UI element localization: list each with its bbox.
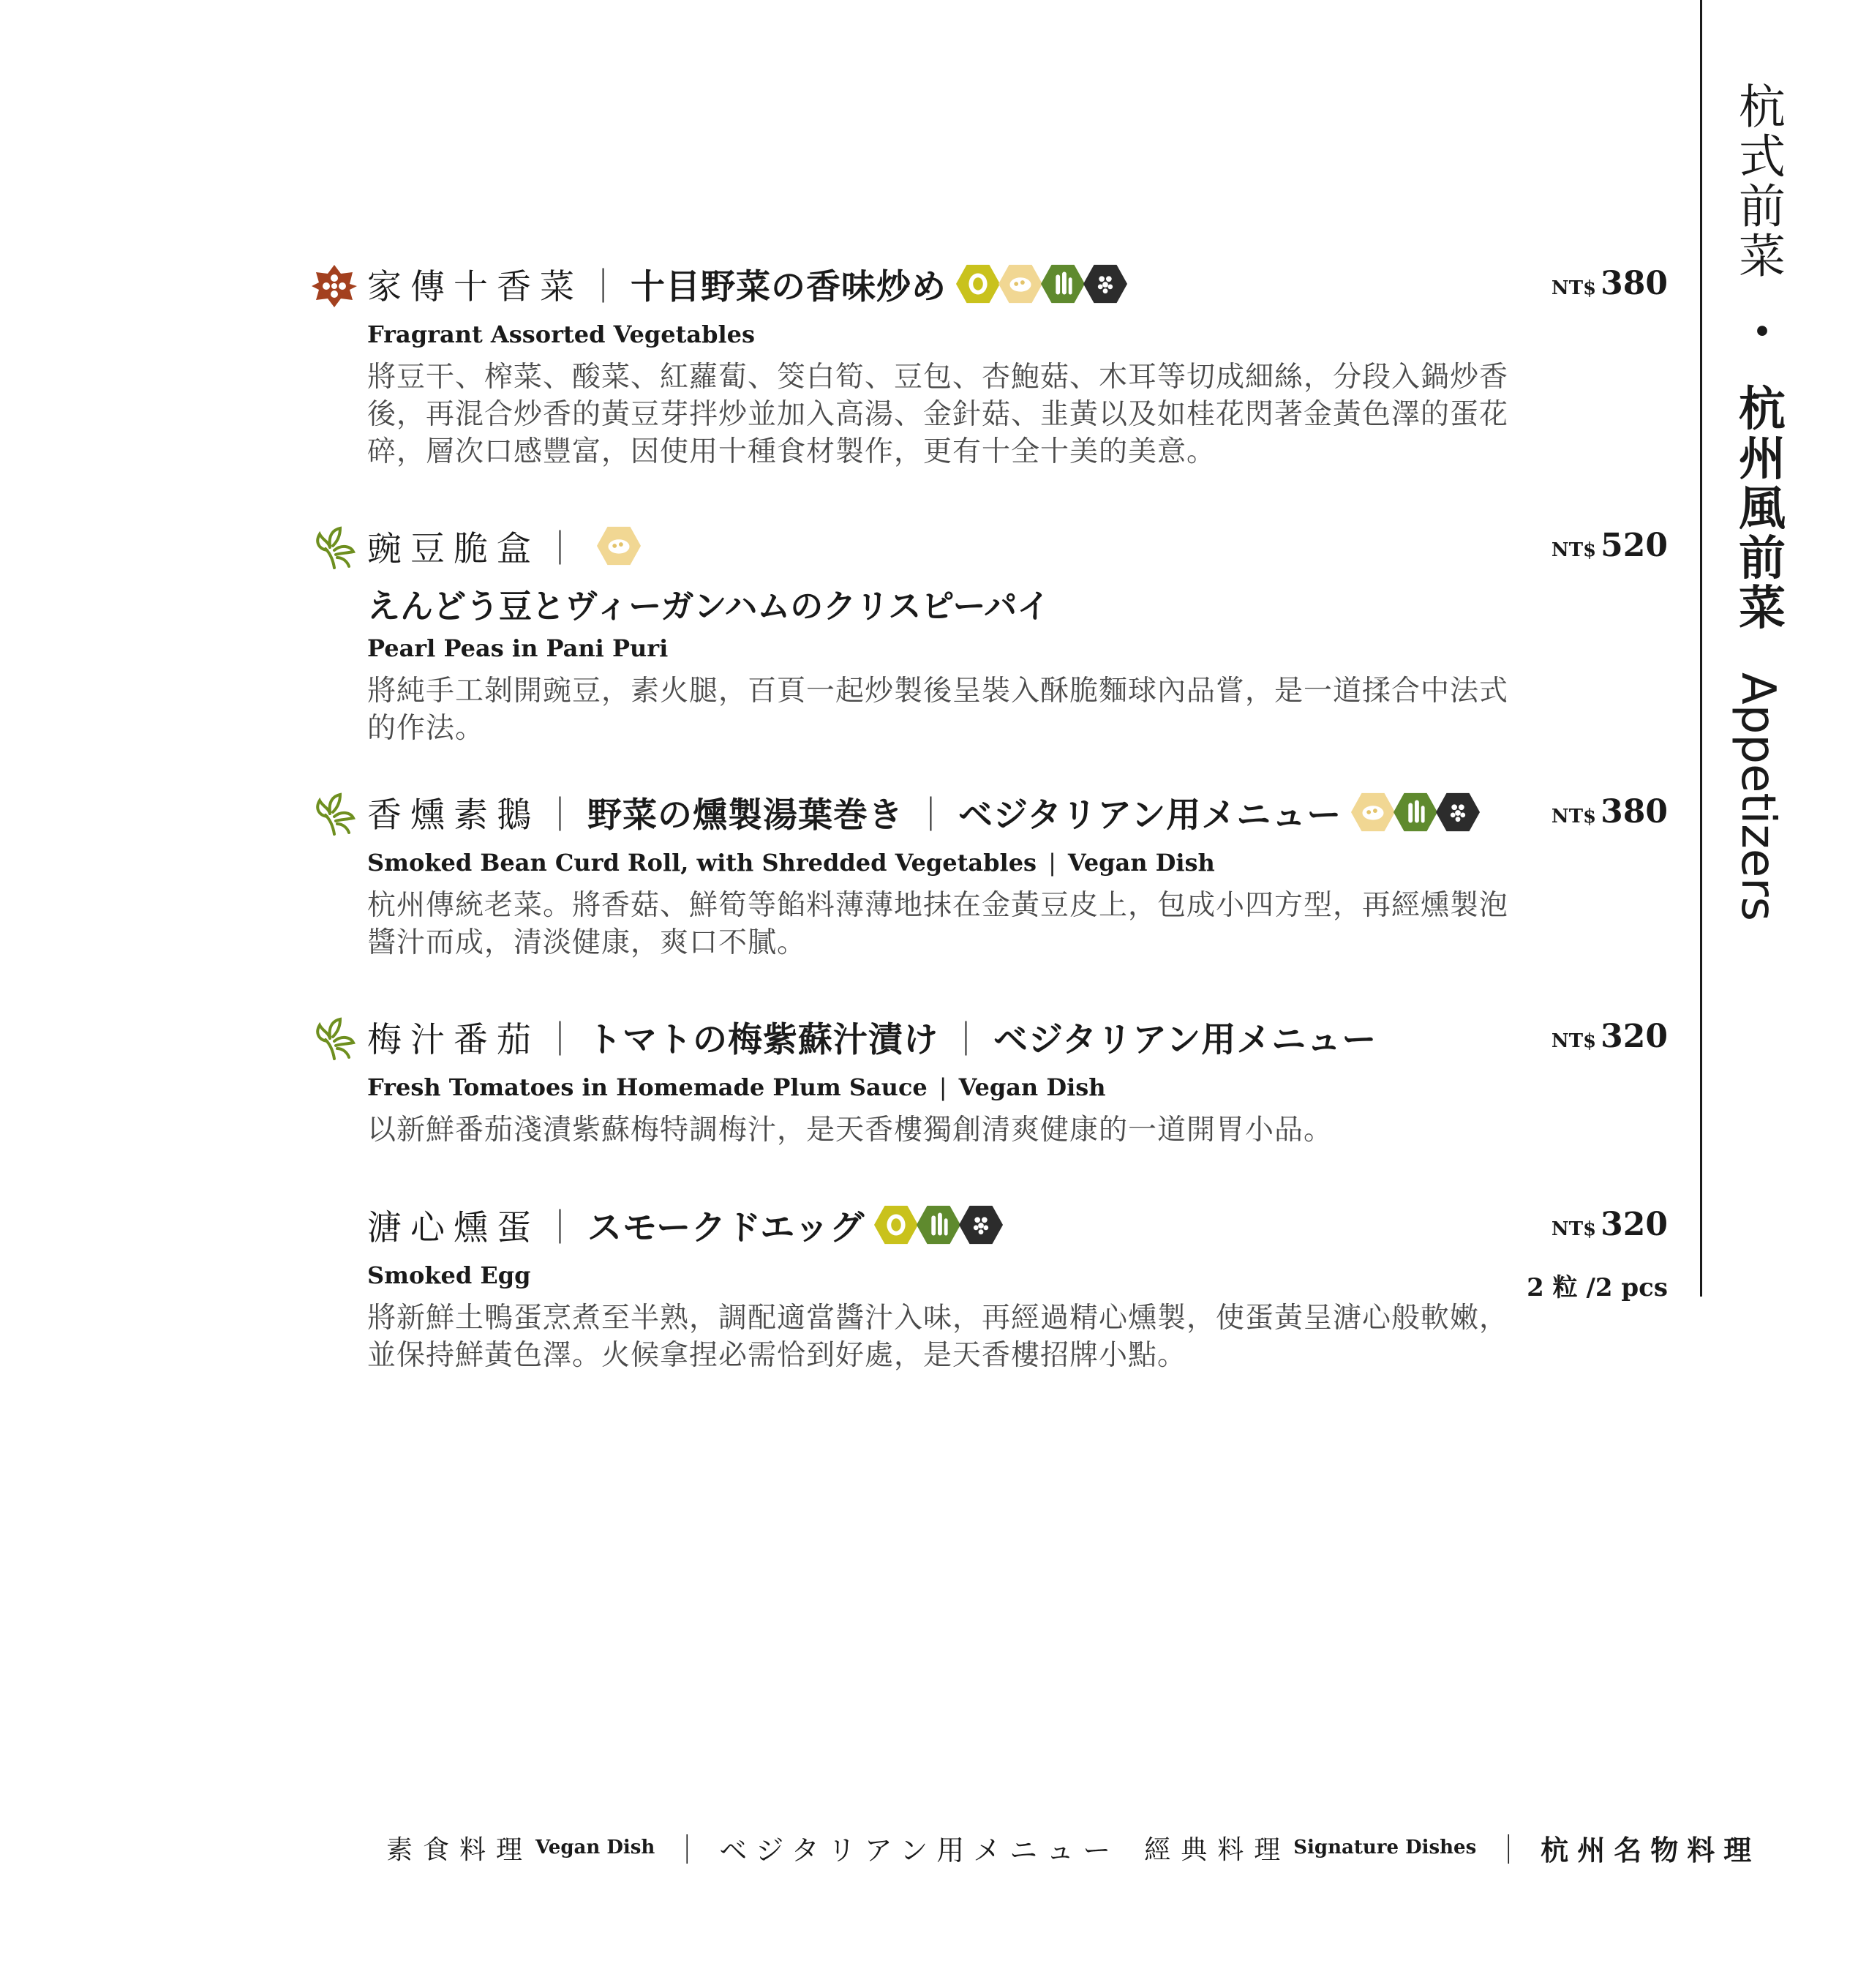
section-title-zh: 杭式前菜	[1731, 82, 1785, 281]
soy-hex-icon	[998, 263, 1043, 305]
menu-item	[315, 517, 1668, 747]
dish-name-zh: 香燻素鵝	[367, 795, 540, 836]
allergen-badges	[596, 525, 639, 567]
legend-signature-jp: 杭州名物料理	[1541, 1833, 1761, 1867]
dish-name-en-text: Fresh Tomatoes in Homemade Plum Sauce	[367, 1073, 928, 1101]
separator: |	[939, 1073, 947, 1101]
section-divider-rule	[1700, 0, 1702, 1297]
currency: NT$	[1551, 539, 1597, 561]
price-value: 520	[1601, 527, 1668, 564]
price-value: 380	[1601, 793, 1668, 830]
separator: ｜	[586, 266, 620, 307]
legend-signature-zh: 經典料理	[1144, 1834, 1291, 1865]
dish-price	[1552, 527, 1668, 564]
dish-name-en	[367, 849, 1668, 877]
dish-description: 將豆干、榨菜、酸菜、紅蘿蔔、筊白筍、豆包、杏鮑菇、木耳等切成細絲，分段入鍋炒香後，再混合炒香的黃豆芽拌炒並加入高湯、金針菇、韭黃以及如桂花閃著金黃色澤的蛋花碎，層次口感豐富，因使用十種食材製作，更有十全十美的美意。	[367, 361, 1509, 468]
section-title	[1718, 82, 1798, 921]
legend-vegan-zh: 素食料理	[386, 1834, 533, 1865]
separator: ｜	[543, 528, 577, 569]
separator: ｜	[543, 795, 577, 836]
separator: ｜	[949, 1019, 983, 1060]
menu-item-header	[315, 1008, 1668, 1066]
nut-hex-icon	[873, 1204, 919, 1246]
dish-description: 以新鮮番茄淺漬紫蘇梅特調梅汁，是天香樓獨創清爽健康的一道開胃小品。	[367, 1114, 1334, 1147]
garlic-hex-icon	[1393, 791, 1438, 833]
separator: ｜	[543, 1019, 577, 1060]
menu-item-header	[315, 517, 1668, 575]
dish-description: 杭州傳統老菜。將香菇、鮮筍等餡料薄薄地抹在金黃豆皮上，包成小四方型，再經燻製泡醬汁而成，清淡健康，爽口不膩。	[367, 889, 1509, 959]
dish-price	[1552, 1018, 1668, 1055]
garlic-hex-icon	[1040, 263, 1086, 305]
legend-vegan-jp: ベジタリアン用メニュー	[719, 1834, 1120, 1867]
menu-item	[315, 255, 1668, 470]
dish-name-en-text: Pearl Peas in Pani Puri	[367, 634, 669, 662]
dish-description: 將純手工剝開豌豆，素火腿，百頁一起炒製後呈裝入酥脆麵球內品嘗，是一道揉合中法式的作法。	[367, 675, 1509, 745]
vegan-leaf-icon	[312, 525, 357, 571]
section-title-dot: ・	[1731, 307, 1786, 358]
dish-name-zh: 家傳十香菜	[367, 266, 583, 307]
dish-name-en	[367, 1261, 1668, 1289]
dish-name-jp: 野菜の燻製湯葉巻き	[587, 795, 903, 836]
legend-vegan-en: Vegan Dish	[535, 1837, 655, 1858]
section-title-jp: 杭州風前菜	[1731, 383, 1786, 633]
dish-quantity: 2 粒 /2 pcs	[1527, 1273, 1668, 1302]
dish-name-zh: 梅汁番茄	[367, 1019, 540, 1060]
dish-name-en	[367, 1073, 1668, 1101]
dish-name-jp: 十目野菜の香味炒め	[631, 266, 947, 307]
menu-item	[315, 1196, 1668, 1374]
dish-name-en	[367, 320, 1668, 348]
garlic-hex-icon	[916, 1204, 961, 1246]
menu-item	[315, 783, 1668, 961]
allergen-badges	[873, 1204, 1001, 1246]
menu-item-header	[315, 783, 1668, 841]
dish-name-zh: 豌豆脆盒	[367, 528, 540, 569]
price-value: 380	[1601, 265, 1668, 302]
dish-name-jp-vegan: ベジタリアン用メニュー	[958, 795, 1342, 836]
legend-footer	[366, 1815, 1761, 1880]
dish-description: 將新鮮土鴨蛋烹煮至半熟，調配適當醬汁入味，再經過精心燻製，使蛋黃呈溏心般軟嫩，並保持鮮黃色澤。火候拿捏必需恰到好處，是天香樓招牌小點。	[367, 1302, 1509, 1372]
dish-name-jp-vegan: ベジタリアン用メニュー	[993, 1019, 1377, 1060]
vegan-dish-label: Vegan Dish	[958, 1073, 1106, 1101]
vegan-leaf-icon	[312, 1016, 357, 1062]
nut-hex-icon	[955, 263, 1001, 305]
separator: ｜	[914, 795, 948, 836]
allergen-badges	[955, 263, 1125, 305]
menu-item	[315, 1008, 1668, 1149]
alcohol-hex-icon	[958, 1204, 1004, 1246]
menu-item-header	[315, 255, 1668, 313]
separator: |	[1048, 849, 1056, 877]
price-value: 320	[1601, 1206, 1668, 1243]
dish-name-en-text: Fragrant Assorted Vegetables	[367, 320, 756, 348]
legend-signature-en: Signature Dishes	[1293, 1837, 1477, 1858]
currency: NT$	[1551, 1030, 1597, 1052]
separator: ｜	[1494, 1833, 1524, 1867]
dish-name-en-text: Smoked Egg	[367, 1261, 531, 1289]
dish-name-en	[367, 634, 1668, 662]
dish-name-jp: トマトの梅紫蘇汁漬け	[587, 1019, 939, 1060]
soy-hex-icon	[596, 525, 642, 567]
currency: NT$	[1551, 277, 1597, 299]
alcohol-hex-icon	[1083, 263, 1128, 305]
soy-hex-icon	[1350, 791, 1396, 833]
vegan-leaf-icon	[312, 792, 357, 837]
currency: NT$	[1551, 806, 1597, 828]
dish-price	[1552, 1206, 1668, 1243]
alcohol-hex-icon	[1435, 791, 1481, 833]
currency: NT$	[1551, 1218, 1597, 1240]
dish-price	[1552, 265, 1668, 302]
dish-name-zh: 溏心燻蛋	[367, 1207, 540, 1248]
separator: ｜	[543, 1207, 577, 1248]
vegan-dish-label: Vegan Dish	[1067, 849, 1215, 877]
separator: ｜	[672, 1833, 702, 1867]
price-value: 320	[1601, 1018, 1668, 1055]
dish-name-jp: スモークドエッグ	[587, 1207, 865, 1248]
allergen-badges	[1350, 791, 1478, 833]
signature-flower-icon	[312, 263, 357, 309]
section-title-en: Appetizers	[1731, 672, 1785, 921]
dish-name-jp: えんどう豆とヴィーガンハムのクリスピーパイ	[367, 587, 1050, 626]
dish-name-en-text: Smoked Bean Curd Roll, with Shredded Vegetables	[367, 849, 1037, 877]
dish-price	[1552, 793, 1668, 830]
